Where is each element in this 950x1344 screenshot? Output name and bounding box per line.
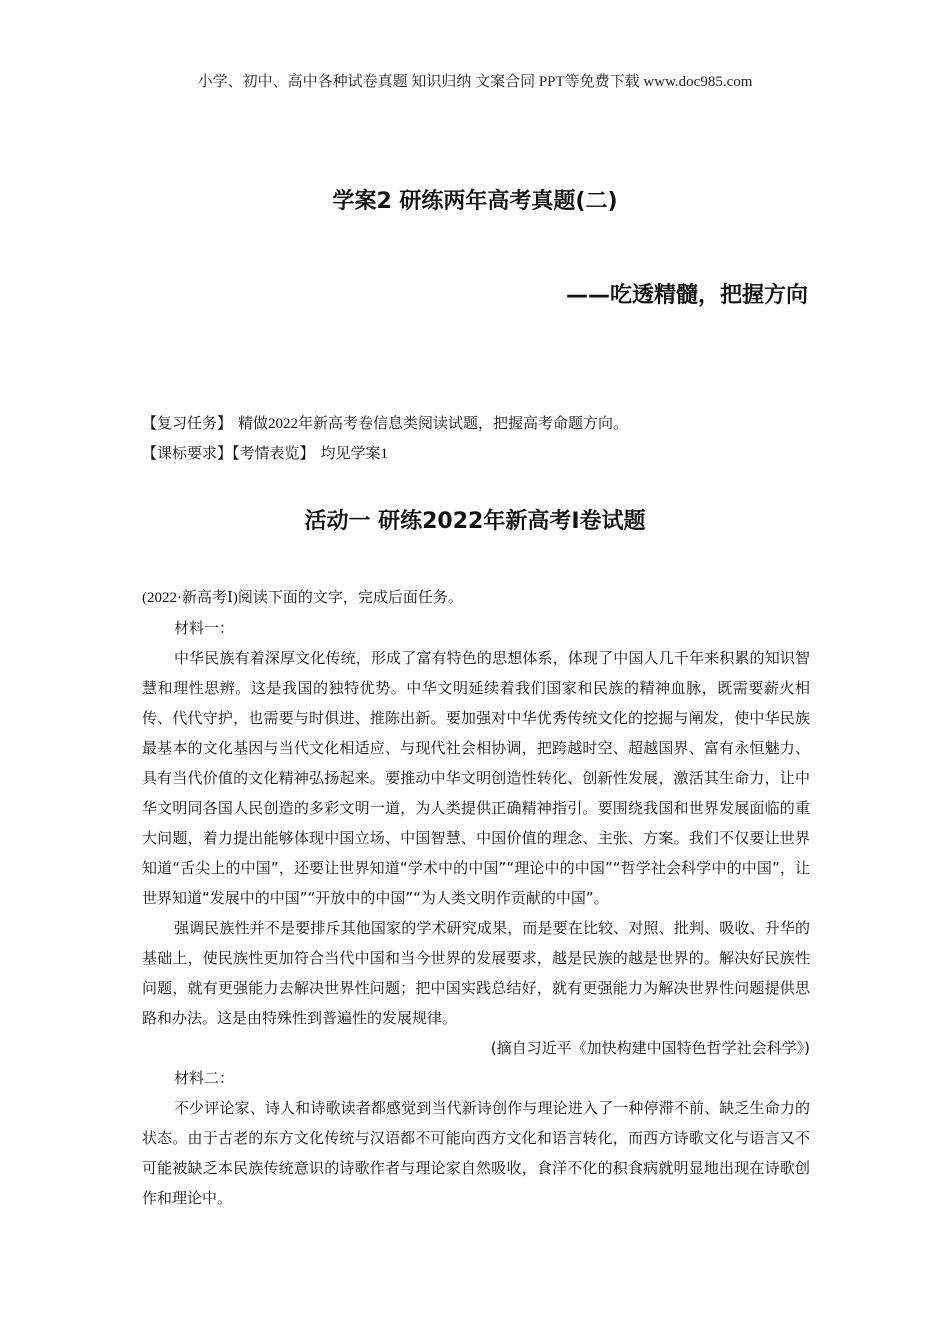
reading-passage [142,583,810,1213]
material-two-paragraph: 不少评论家、诗人和诗歌读者都感觉到当代新诗创作与理论进入了一种停滞不前、缺乏生命力的状态。由于古老的东方文化传统与汉语都不可能向西方文化和语言转化，而西方诗歌文化与语言又不可能被缺乏本民族传统意识的诗歌作者与理论家自然吸收，食洋不化的积食病就明显地出现在诗歌创作和理论中。 [142,1099,810,1207]
curriculum-requirement-line [142,442,388,463]
material-one-source: (摘自习近平《加快构建中国特色哲学社会科学》) [490,1039,810,1057]
page-subtitle: ——吃透精髓，把握方向 [565,283,808,308]
material-one-paragraph: 强调民族性并不是要排斥其他国家的学术研究成果，而是要在比较、对照、批判、吸收、升华的基础上，使民族性更加符合当代中国和当今世界的发展要求，越是民族的越是世界的。解决好民族性问题，就有更强能力去解决世界性问题；把中国实践总结好，就有更强能力为解决世界性问题提供思路和办法。这是由特殊性到普遍性的发展规律。 [142,919,810,1027]
material-two-label: 材料二： [174,1069,235,1087]
review-task-line [142,412,628,433]
task-intro: (2022·新高考Ⅰ)阅读下面的文字，完成后面任务。 [142,590,463,606]
material-one-label: 材料一： [174,619,235,637]
page-header: 小学、初中、高中各种试卷真题 知识归纳 文案合同 PPT等免费下载 www.doc985.com [197,74,753,90]
curriculum-requirement-tag: 【课标要求】【考情表览】 [142,446,315,462]
page-title: 学案2 研练两年高考真题(二) [332,189,618,214]
review-task-tag: 【复习任务】 [142,416,233,432]
material-one-paragraph: 中华民族有着深厚文化传统，形成了富有特色的思想体系，体现了中国人几千年来积累的知识智慧和理性思辨。这是我国的独特优势。中华文明延续着我们国家和民族的精神血脉，既需要薪火相传、代代守护，也需要与时俱进、推陈出新。要加强对中华优秀传统文化的挖掘与阐发，使中华民族最基本的文化基因与当代文化相适应、与现代社会相协调，把跨越时空、超越国界、富有永恒魅力、具有当代价值的文化精神弘扬起来。要推动中华文明创造性转化、创新性发展，激活其生命力，让中华文明同各国人民创造的多彩文明一道，为人类提供正确精神指引。要围绕我国和世界发展面临的重大问题，着力提出能够体现中国立场、中国智慧、中国价值的理念、主张、方案。我们不仅要让世界知道“舌尖上的中国”，还要让世界知道“学术中的中国”“理论中的中国”“哲学社会科学中的中国”，让世界知道“发展中的中国”“开放中的中国”“为人类文明作贡献的中国”。 [142,649,810,907]
curriculum-requirement-text: 均见学案1 [320,446,389,462]
activity-title: 活动一 研练2022年新高考Ⅰ卷试题 [304,509,646,534]
review-task-text: 精做2022年新高考卷信息类阅读试题，把握高考命题方向。 [238,416,629,432]
